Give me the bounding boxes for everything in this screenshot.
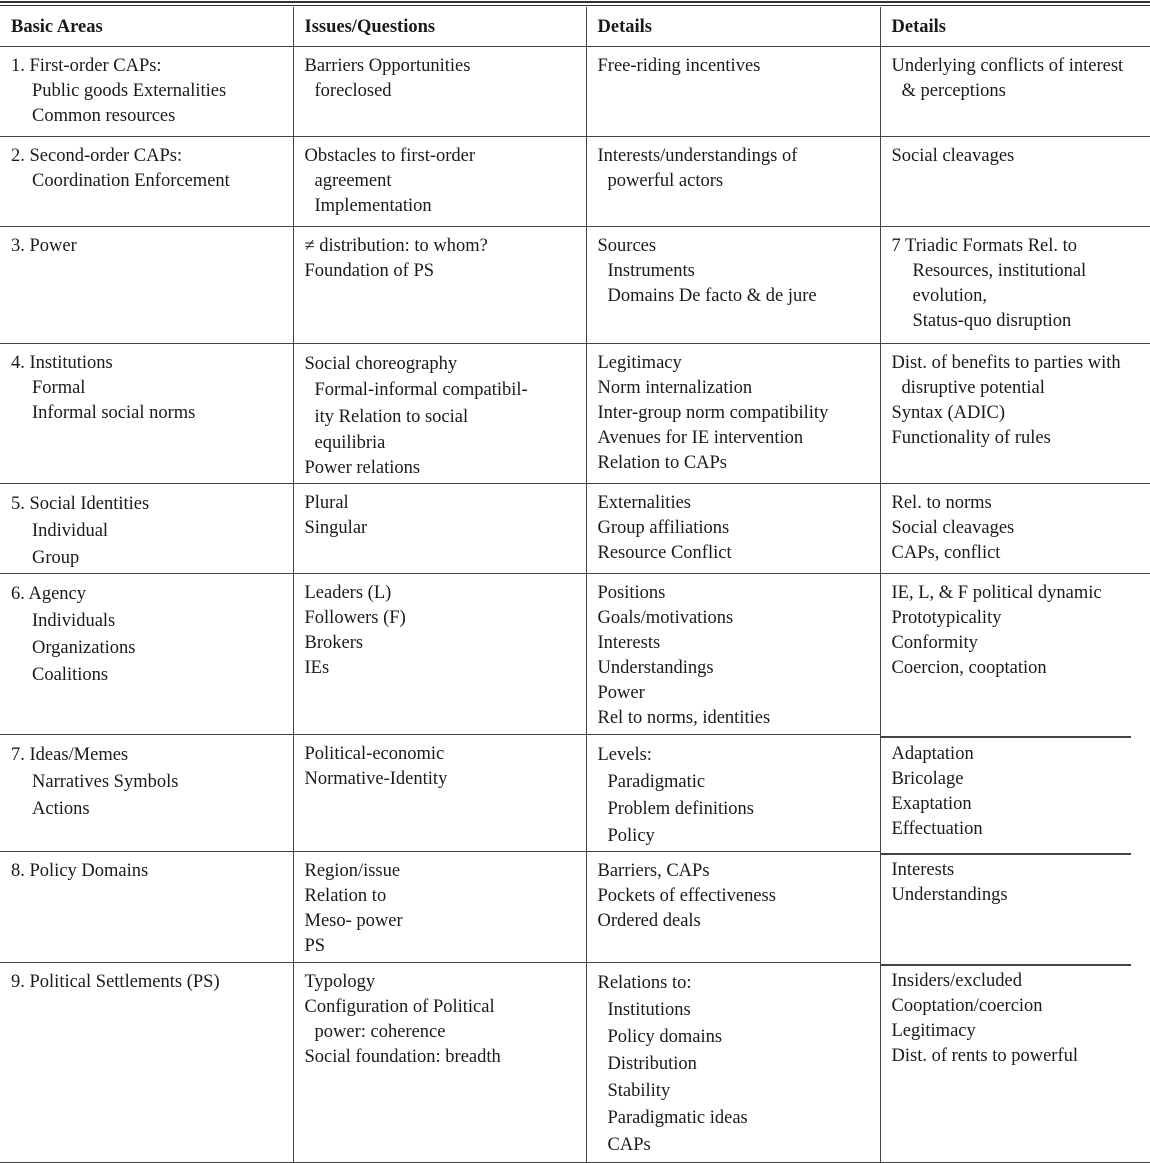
- cell-details-1: Relations to: Institutions Policy domains Distribution Stability Paradigmatic ideas CAPs: [586, 962, 880, 1162]
- cell-details-2: Underlying conflicts of interest & perceptions: [880, 46, 1150, 136]
- cell-details-2: IE, L, & F political dynamic Prototypicality Conformity Coercion, cooptation: [880, 573, 1150, 734]
- header-details-2: Details: [880, 7, 1150, 46]
- cell-basic-area: 1. First-order CAPs: Public goods Externalities Common resources: [0, 46, 293, 136]
- cell-issues: Plural Singular: [293, 483, 586, 573]
- cell-basic-area: 3. Power: [0, 226, 293, 343]
- cell-issues: Social choreography Formal-informal compatibil- ity Relation to social equilibria Power relations: [293, 343, 586, 483]
- row-divider-short: [880, 736, 1131, 738]
- cell-basic-area: 5. Social Identities Individual Group: [0, 483, 293, 573]
- cell-details-2: Adaptation Bricolage Exaptation Effectuation: [880, 734, 1150, 851]
- table-row: [0, 851, 1150, 962]
- table-row: [0, 343, 1150, 483]
- cell-details-2: 7 Triadic Formats Rel. to Resources, institutional evolution, Status-quo disruption: [880, 226, 1150, 343]
- table-row: [0, 46, 1150, 136]
- cell-basic-area: 9. Political Settlements (PS): [0, 962, 293, 1162]
- cell-details-1: Levels: Paradigmatic Problem definitions Policy: [586, 734, 880, 851]
- header-issues-questions: Issues/Questions: [293, 7, 586, 46]
- cell-issues: Obstacles to first-order agreement Implementation: [293, 136, 586, 226]
- table-top-rule-secondary: [0, 5, 1150, 6]
- cell-issues: Region/issue Relation to Meso- power PS: [293, 851, 586, 962]
- header-details-1: Details: [586, 7, 880, 46]
- table-row: [0, 734, 1150, 851]
- cell-details-2: Interests Understandings: [880, 851, 1150, 962]
- table-row: [0, 483, 1150, 573]
- cell-details-2: Insiders/excluded Cooptation/coercion Legitimacy Dist. of rents to powerful: [880, 962, 1150, 1162]
- cell-details-2: Rel. to norms Social cleavages CAPs, conflict: [880, 483, 1150, 573]
- cell-details-1: Barriers, CAPs Pockets of effectiveness Ordered deals: [586, 851, 880, 962]
- cell-issues: Political-economic Normative-Identity: [293, 734, 586, 851]
- row-divider-short: [880, 853, 1131, 855]
- table-row: [0, 962, 1150, 1162]
- cell-details-1: Interests/understandings of powerful actors: [586, 136, 880, 226]
- cell-details-1: Legitimacy Norm internalization Inter-group norm compatibility Avenues for IE intervention Relation to CAPs: [586, 343, 880, 483]
- table-row: [0, 573, 1150, 734]
- cell-details-1: Sources Instruments Domains De facto & de jure: [586, 226, 880, 343]
- table-row: [0, 136, 1150, 226]
- cell-basic-area: 8. Policy Domains: [0, 851, 293, 962]
- table-top-rule: [0, 1, 1150, 3]
- cell-basic-area: 4. Institutions Formal Informal social norms: [0, 343, 293, 483]
- cell-details-1: Positions Goals/motivations Interests Understandings Power Rel to norms, identities: [586, 573, 880, 734]
- cell-details-2: Social cleavages: [880, 136, 1150, 226]
- cell-basic-area: 7. Ideas/Memes Narratives Symbols Actions: [0, 734, 293, 851]
- cell-issues: Leaders (L) Followers (F) Brokers IEs: [293, 573, 586, 734]
- cell-details-1: Free-riding incentives: [586, 46, 880, 136]
- cell-details-2: Dist. of benefits to parties with disruptive potential Syntax (ADIC) Functionality of rules: [880, 343, 1150, 483]
- cell-issues: Barriers Opportunities foreclosed: [293, 46, 586, 136]
- cell-issues: ≠ distribution: to whom? Foundation of PS: [293, 226, 586, 343]
- analytical-framework-table: [0, 7, 1150, 1163]
- cell-issues: Typology Configuration of Political power: coherence Social foundation: breadth: [293, 962, 586, 1162]
- table-row: [0, 226, 1150, 343]
- row-divider-short: [880, 964, 1131, 966]
- cell-basic-area: 6. Agency Individuals Organizations Coalitions: [0, 573, 293, 734]
- cell-basic-area: 2. Second-order CAPs: Coordination Enforcement: [0, 136, 293, 226]
- cell-details-1: Externalities Group affiliations Resource Conflict: [586, 483, 880, 573]
- header-basic-areas: Basic Areas: [0, 7, 293, 46]
- header-row: [0, 7, 1150, 46]
